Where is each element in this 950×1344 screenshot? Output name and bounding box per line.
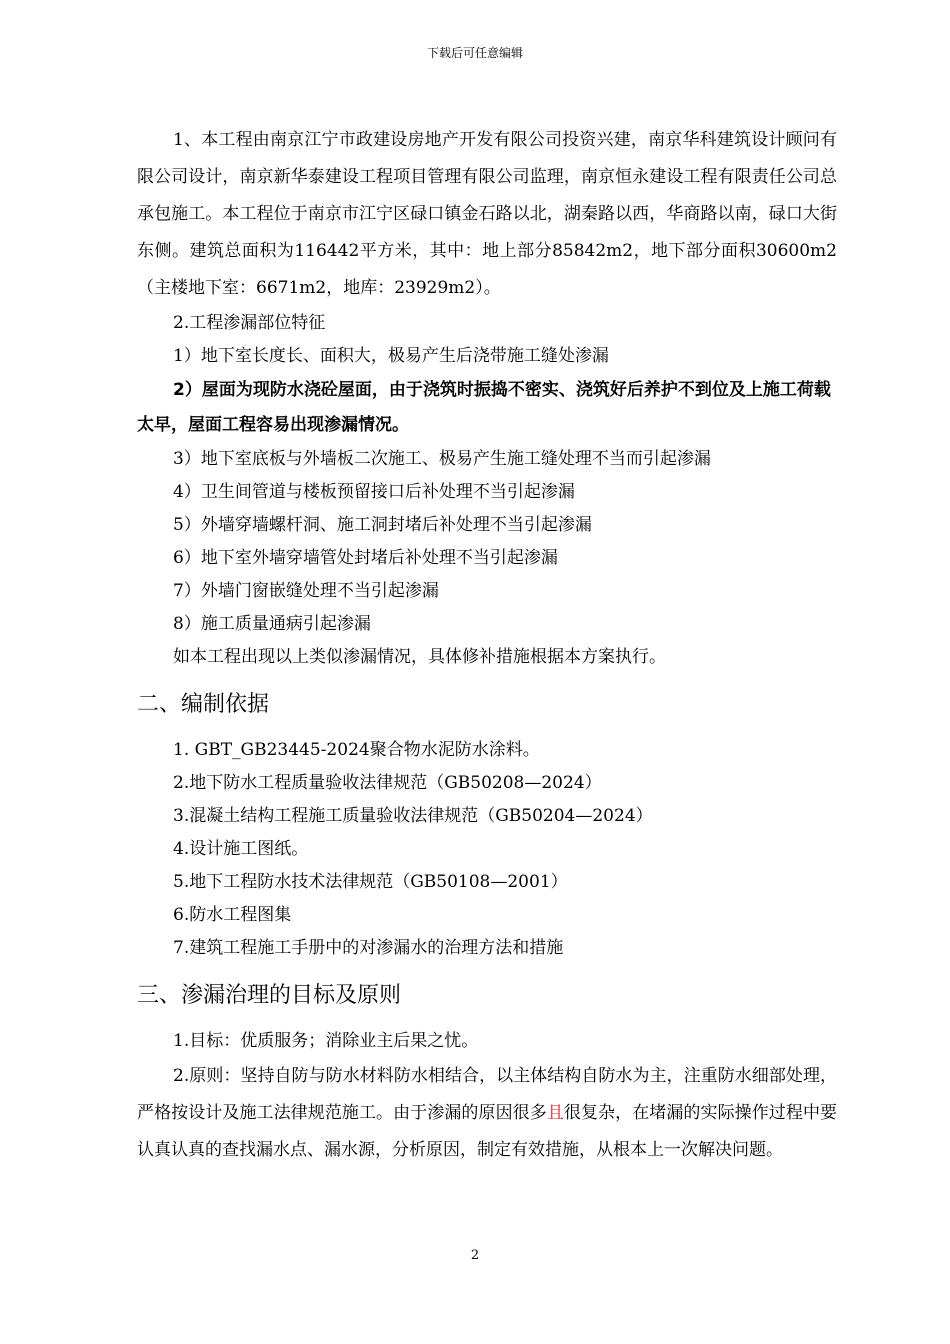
leakage-item-4: 4）卫生间管道与楼板预留接口后补处理不当引起渗漏 [173, 482, 575, 502]
leakage-item-6: 6）地下室外墙穿墙管处封堵后补处理不当引起渗漏 [173, 548, 558, 568]
basis-item-1: 1. GBT_GB23445-2024聚合物水泥防水涂料。 [173, 740, 540, 760]
principle-text-part-a: 2.原则：坚持自防与防水材料防水相结合，以主体结构自防水为主，注重防水细部处理，严格按设计及施工法律规范施工。由于渗漏的原因很多 [137, 1066, 837, 1123]
principle-text [137, 1058, 837, 1169]
goal-text: 1.目标：优质服务；消除业主后果之忧。 [173, 1031, 479, 1051]
leakage-item-5: 5）外墙穿墙螺杆洞、施工洞封堵后补处理不当引起渗漏 [173, 515, 592, 535]
section-3-heading: 三、渗漏治理的目标及原则 [137, 983, 402, 1008]
basis-item-6: 6.防水工程图集 [173, 905, 292, 925]
leakage-item-8: 8）施工质量通病引起渗漏 [173, 614, 371, 634]
principle-highlight: 且 [546, 1103, 564, 1123]
page-header: 下载后可任意编辑 [426, 46, 523, 60]
document-body [137, 122, 837, 1169]
basis-item-5: 5.地下工程防水技术法律规范（GB50108—2001） [173, 872, 568, 892]
basis-item-7: 7.建筑工程施工手册中的对渗漏水的治理方法和措施 [173, 938, 564, 958]
leakage-closing: 如本工程出现以上类似渗漏情况，具体修补措施根据本方案执行。 [173, 647, 666, 667]
leakage-item-2: 2）屋面为现防水浇砼屋面，由于浇筑时振捣不密实、浇筑好后养护不到位及上施工荷载太早，屋面工程容易出现渗漏情况。 [137, 380, 831, 435]
leakage-item-7: 7）外墙门窗嵌缝处理不当引起渗漏 [173, 581, 439, 601]
principle-text-part-b: 很复杂，在堵漏的实际操作过程中要认真认真的查找漏水点、漏水源，分析原因，制定有效措施，从根本上一次解决问题。 [137, 1103, 838, 1160]
section-2-heading: 二、编制依据 [137, 692, 270, 717]
basis-item-3: 3.混凝土结构工程施工质量验收法律规范（GB50204—2024） [173, 806, 653, 826]
leakage-item-3: 3）地下室底板与外墙板二次施工、极易产生施工缝处理不当而引起渗漏 [173, 449, 711, 469]
page-number: 2 [470, 1248, 480, 1263]
leakage-subtitle: 2.工程渗漏部位特征 [173, 313, 326, 333]
leakage-item-1: 1）地下室长度长、面积大，极易产生后浇带施工缝处渗漏 [173, 346, 609, 366]
project-intro: 1、本工程由南京江宁市政建设房地产开发有限公司投资兴建，南京华科建筑设计顾问有限公司设计，南京新华泰建设工程项目管理有限公司监理，南京恒永建设工程有限责任公司总承包施工。本工程位于南京市江宁区碌口镇金石路以北，湖秦路以西，华商路以南，碌口大街东侧。建筑总面积为116442平方米，其中：地上部分85842m2，地下部分面积30600m2（主楼地下室：6671m2，地库：23929m2）。 [137, 130, 837, 298]
basis-item-2: 2.地下防水工程质量验收法律规范（GB50208—2024） [173, 773, 602, 793]
basis-item-4: 4.设计施工图纸。 [173, 839, 309, 859]
